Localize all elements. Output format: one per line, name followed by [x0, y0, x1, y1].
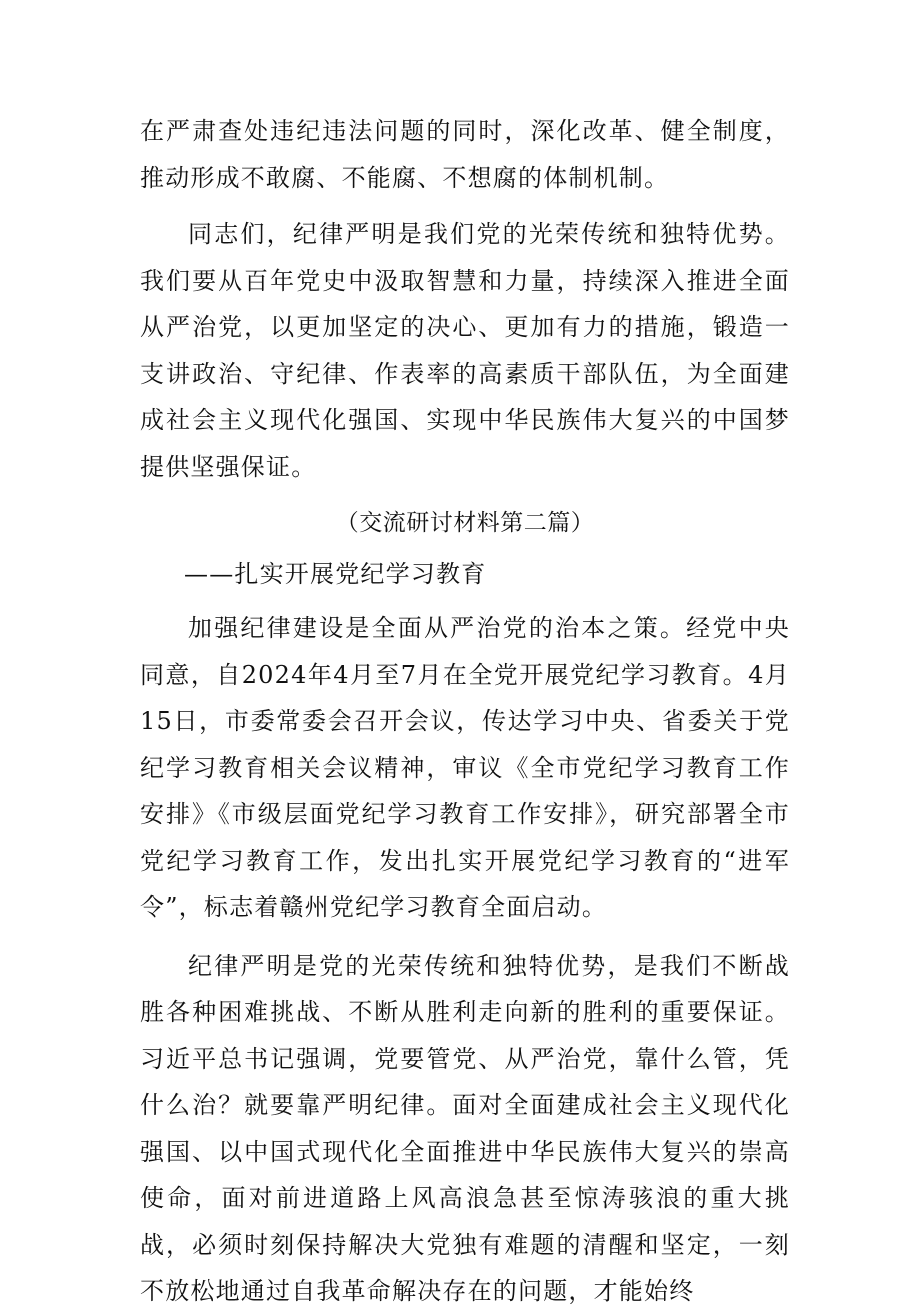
paragraph-discipline: 纪律严明是党的光荣传统和独特优势，是我们不断战胜各种困难挑战、不断从胜利走向新的胜利的重要保证。习近平总书记强调，党要管党、从严治党，靠什么管，凭什么治？就要靠严明纪律。面对全面建成社会主义现代化强国、以中国式现代化全面推进中华民族伟大复兴的崇高使命，面对前进道路上风高浪急甚至惊涛骇浪的重大挑战，必须时刻保持解决大党独有难题的清醒和坚定，一刻不放松地通过自我革命解决存在的问题，才能始终: [140, 951, 790, 1305]
section-heading: （交流研讨材料第二篇）: [335, 510, 595, 536]
section-subtitle: ——扎实开展党纪学习教育: [184, 559, 487, 588]
paragraph-closing-remarks: 同志们，纪律严明是我们党的光荣传统和独特优势。我们要从百年党史中汲取智慧和力量，持续深入推进全面从严治党，以更加坚定的决心、更加有力的措施，锻造一支讲政治、守纪律、作表率的高素质干部队伍，为全面建成社会主义现代化强国、实现中华民族伟大复兴的中国梦提供坚强保证。: [140, 220, 790, 481]
document-body: [140, 108, 790, 1315]
paragraph-intro: 加强纪律建设是全面从严治党的治本之策。经党中央同意，自2024年4月至7月在全党开展党纪学习教育。4月15日，市委常委会召开会议，传达学习中央、省委关于党纪学习教育相关会议精神，审议《全市党纪学习教育工作安排》《市级层面党纪学习教育工作安排》，研究部署全市党纪学习教育工作，发出扎实开展党纪学习教育的“进军令”，标志着赣州党纪学习教育全面启动。: [140, 614, 790, 921]
paragraph-continued: 在严肃查处违纪违法问题的同时，深化改革、健全制度，推动形成不敢腐、不能腐、不想腐的体制机制。: [140, 117, 790, 192]
